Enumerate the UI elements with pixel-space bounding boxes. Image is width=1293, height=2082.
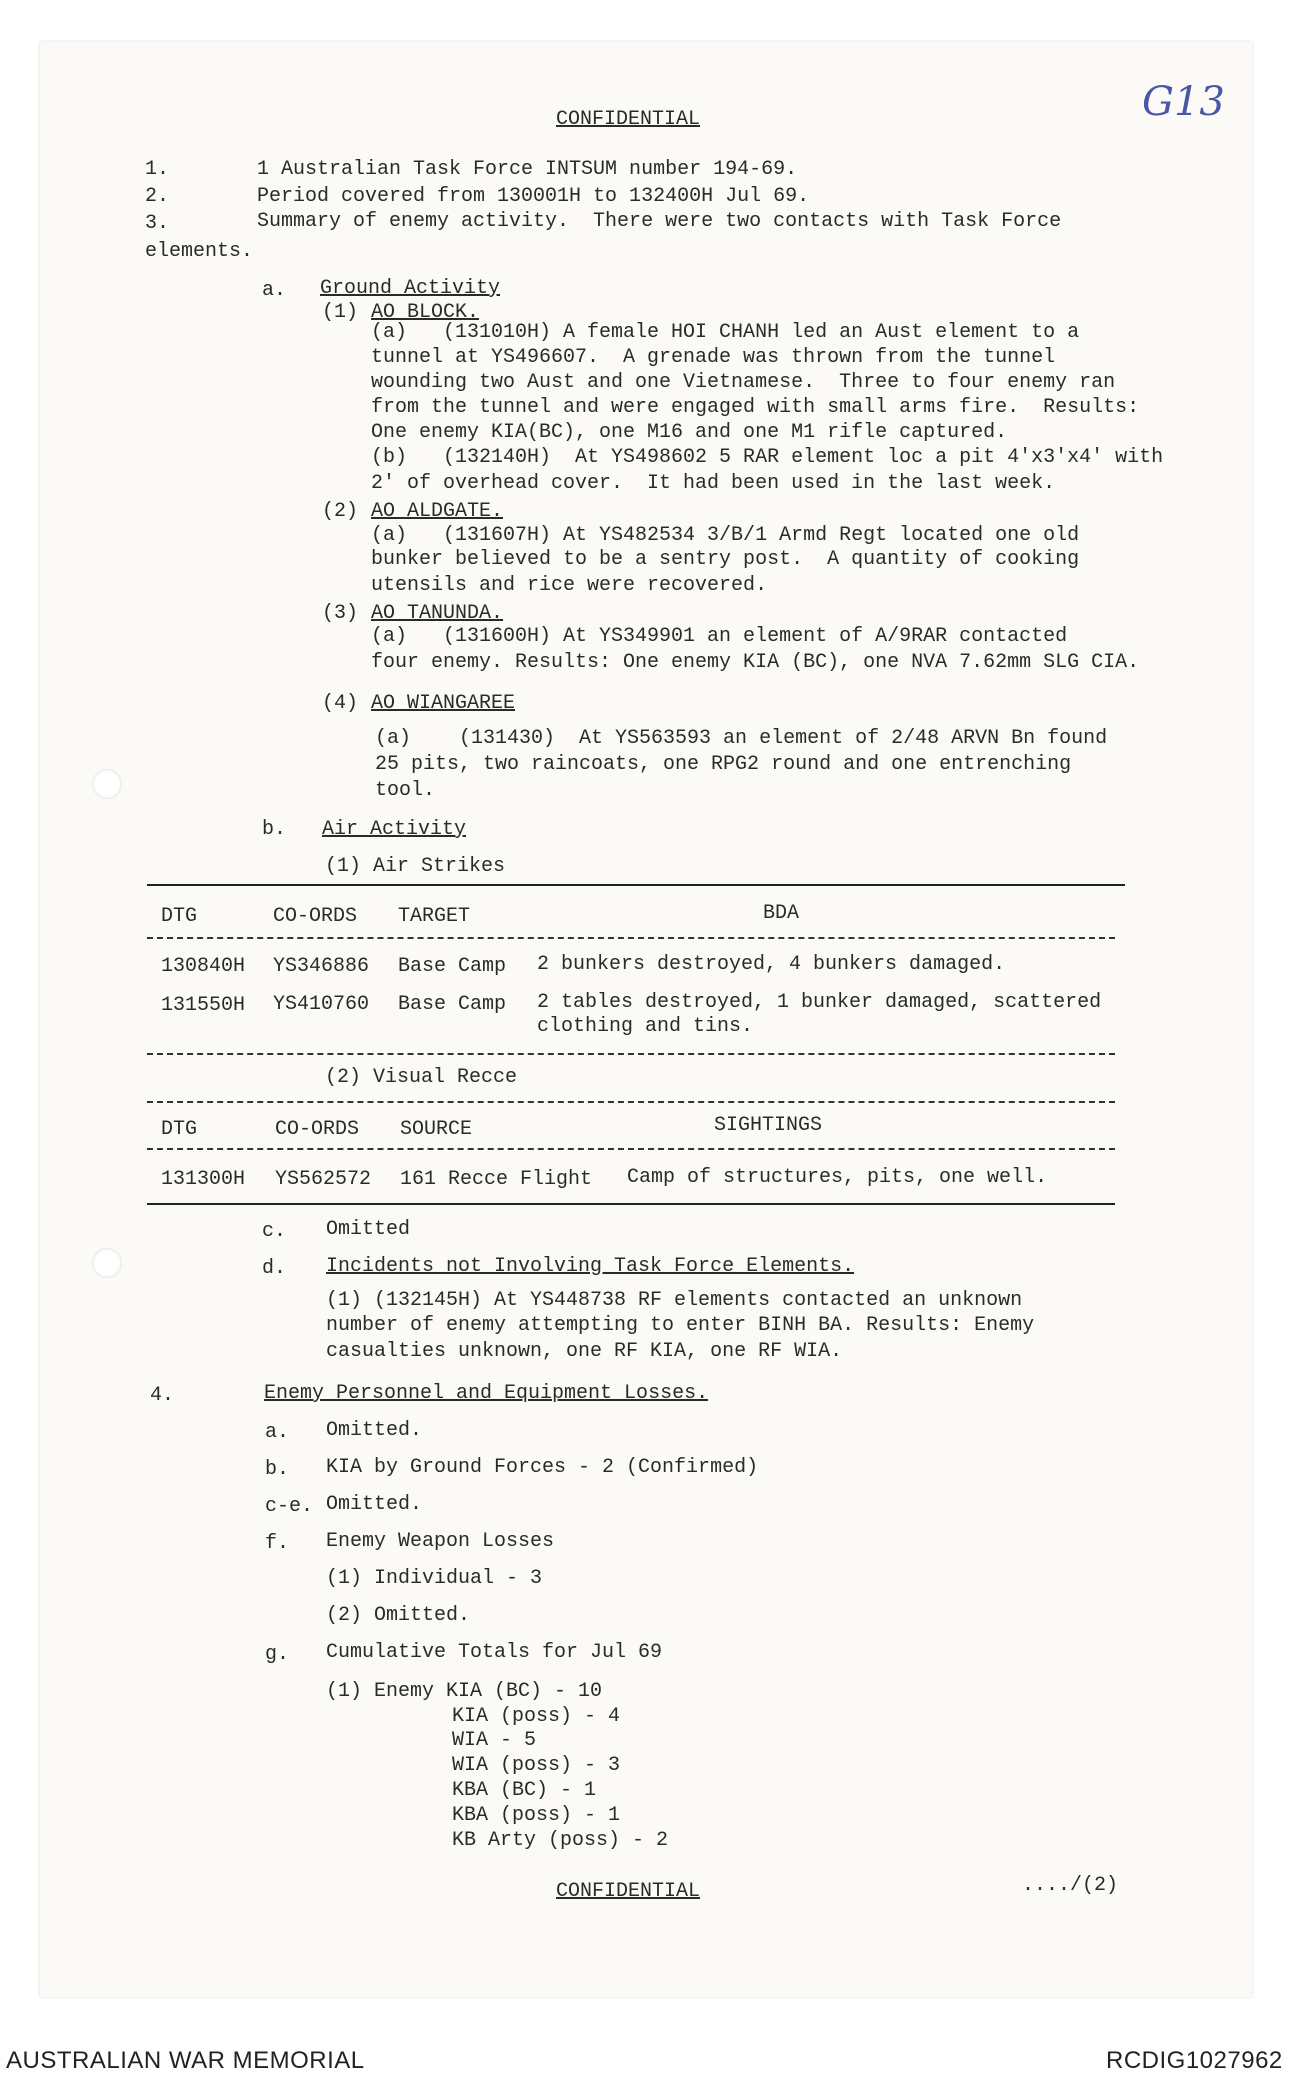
para-number: 3.	[145, 212, 170, 235]
incident-text: number of enemy attempting to enter BINH BA. Results: Enemy	[326, 1314, 1035, 1337]
subpara-letter: d.	[262, 1257, 287, 1280]
col-header: CO-ORDS	[275, 1118, 360, 1141]
losses-b: KIA by Ground Forces - 2 (Confirmed)	[326, 1456, 759, 1479]
ao-wiangaree-text: tool.	[375, 779, 436, 802]
ao-number: (1)	[322, 301, 359, 324]
ao-aldgate-text: (a) (131607H) At YS482534 3/B/1 Armd Regt located one old	[371, 524, 1080, 547]
strike-dtg: 130840H	[161, 955, 246, 978]
strike-dtg: 131550H	[161, 994, 246, 1017]
air-activity-heading: Air Activity	[322, 818, 467, 841]
losses-f-item: (2) Omitted.	[326, 1604, 471, 1627]
recce-dtg: 131300H	[161, 1168, 246, 1191]
subpara-letter: f.	[265, 1532, 290, 1555]
incident-text: casualties unknown, one RF KIA, one RF WIA.	[326, 1340, 843, 1363]
cumulative-total: WIA - 5	[452, 1729, 537, 1752]
ao-tanunda-title: AO TANUNDA.	[371, 602, 504, 625]
strike-target: Base Camp	[398, 993, 507, 1016]
table-rule	[147, 1148, 1115, 1150]
ao-number: (3)	[322, 602, 359, 625]
punch-hole	[92, 1248, 122, 1278]
losses-f-item: (1) Individual - 3	[326, 1567, 543, 1590]
ao-block-title: AO BLOCK.	[371, 301, 480, 324]
page-mark: G13	[1142, 79, 1225, 125]
table-rule	[147, 1053, 1115, 1055]
strike-bda: clothing and tins.	[537, 1015, 754, 1038]
ao-block-text: wounding two Aust and one Vietnamese. Three to four enemy ran	[371, 371, 1116, 394]
archive-label: AUSTRALIAN WAR MEMORIAL	[6, 2047, 365, 2074]
recce-coords: YS562572	[275, 1168, 372, 1191]
ao-block-text: 2' of overhead cover. It had been used in the last week.	[371, 472, 1056, 495]
losses-g: Cumulative Totals for Jul 69	[326, 1641, 663, 1664]
cumulative-total: KBA (poss) - 1	[452, 1804, 621, 1827]
ao-aldgate-title: AO ALDGATE.	[371, 500, 504, 523]
cumulative-total: KB Arty (poss) - 2	[452, 1829, 669, 1852]
air-strikes-title: (1) Air Strikes	[325, 855, 506, 878]
table-rule	[147, 1101, 1115, 1103]
table-rule	[147, 937, 1115, 939]
losses-heading: Enemy Personnel and Equipment Losses.	[264, 1382, 709, 1405]
ao-block-text: tunnel at YS496607. A grenade was thrown from the tunnel	[371, 346, 1056, 369]
recce-sightings: Camp of structures, pits, one well.	[627, 1166, 1048, 1189]
col-header: DTG	[161, 905, 198, 928]
cumulative-total: (1) Enemy KIA (BC) - 10	[326, 1680, 603, 1703]
col-header: SOURCE	[400, 1118, 473, 1141]
strike-coords: YS410760	[273, 993, 370, 1016]
ground-activity-heading: Ground Activity	[320, 277, 501, 300]
period-covered: Period covered from 130001H to 132400H Jul 69.	[257, 185, 810, 208]
archive-id: RCDIG1027962	[1106, 2047, 1283, 2074]
strike-bda: 2 bunkers destroyed, 4 bunkers damaged.	[537, 953, 1006, 976]
subpara-letter: b.	[265, 1458, 290, 1481]
col-header: TARGET	[398, 905, 471, 928]
punch-hole	[92, 769, 122, 799]
subpara-letter: g.	[265, 1643, 290, 1666]
cumulative-total: WIA (poss) - 3	[452, 1754, 621, 1777]
col-header: BDA	[763, 902, 800, 925]
table-rule	[147, 884, 1125, 886]
summary-line: Summary of enemy activity. There were two contacts with Task Force	[257, 210, 1062, 233]
para-number: 4.	[150, 1384, 175, 1407]
ao-wiangaree-title: AO WIANGAREE	[371, 692, 516, 715]
ao-number: (2)	[322, 500, 359, 523]
ao-block-text: from the tunnel and were engaged with small arms fire. Results:	[371, 396, 1140, 419]
cumulative-total: KIA (poss) - 4	[452, 1705, 621, 1728]
visual-recce-title: (2) Visual Recce	[325, 1066, 518, 1089]
para-c-text: Omitted	[326, 1218, 411, 1241]
col-header: DTG	[161, 1118, 198, 1141]
cumulative-total: KBA (BC) - 1	[452, 1779, 597, 1802]
table-rule	[147, 1203, 1115, 1205]
subpara-letter: c-e.	[265, 1495, 314, 1518]
summary-line: elements.	[145, 240, 254, 263]
ao-number: (4)	[322, 692, 359, 715]
strike-coords: YS346886	[273, 955, 370, 978]
para-number: 1.	[145, 158, 170, 181]
para-number: 2.	[145, 185, 170, 208]
losses-a: Omitted.	[326, 1419, 423, 1442]
ao-block-text: (b) (132140H) At YS498602 5 RAR element loc a pit 4'x3'x4' with	[371, 446, 1164, 469]
strike-target: Base Camp	[398, 955, 507, 978]
subpara-letter: a.	[262, 279, 287, 302]
ao-wiangaree-text: (a) (131430) At YS563593 an element of 2/48 ARVN Bn found	[375, 727, 1108, 750]
classification-top: CONFIDENTIAL	[556, 108, 701, 131]
strike-bda: 2 tables destroyed, 1 bunker damaged, scattered	[537, 991, 1102, 1014]
subpara-letter: b.	[262, 818, 287, 841]
col-header: CO-ORDS	[273, 905, 358, 928]
incident-text: (1) (132145H) At YS448738 RF elements contacted an unknown	[326, 1289, 1023, 1312]
ao-block-text: (a) (131010H) A female HOI CHANH led an Aust element to a	[371, 321, 1080, 344]
ao-block-text: One enemy KIA(BC), one M16 and one M1 rifle captured.	[371, 421, 1008, 444]
losses-ce: Omitted.	[326, 1493, 423, 1516]
continuation-mark: ..../(2)	[1022, 1874, 1119, 1897]
subpara-letter: c.	[262, 1220, 287, 1243]
ao-tanunda-text: four enemy. Results: One enemy KIA (BC), one NVA 7.62mm SLG CIA.	[371, 651, 1140, 674]
ao-tanunda-text: (a) (131600H) At YS349901 an element of A/9RAR contacted	[371, 625, 1068, 648]
losses-f: Enemy Weapon Losses	[326, 1530, 555, 1553]
ao-wiangaree-text: 25 pits, two raincoats, one RPG2 round and one entrenching	[375, 753, 1072, 776]
incidents-heading: Incidents not Involving Task Force Elements.	[326, 1255, 855, 1278]
col-header: SIGHTINGS	[714, 1114, 823, 1137]
intsum-number: 1 Australian Task Force INTSUM number 194-69.	[257, 158, 798, 181]
recce-source: 161 Recce Flight	[400, 1168, 593, 1191]
subpara-letter: a.	[265, 1421, 290, 1444]
ao-aldgate-text: utensils and rice were recovered.	[371, 574, 768, 597]
ao-aldgate-text: bunker believed to be a sentry post. A quantity of cooking	[371, 548, 1080, 571]
classification-bottom: CONFIDENTIAL	[556, 1880, 701, 1903]
